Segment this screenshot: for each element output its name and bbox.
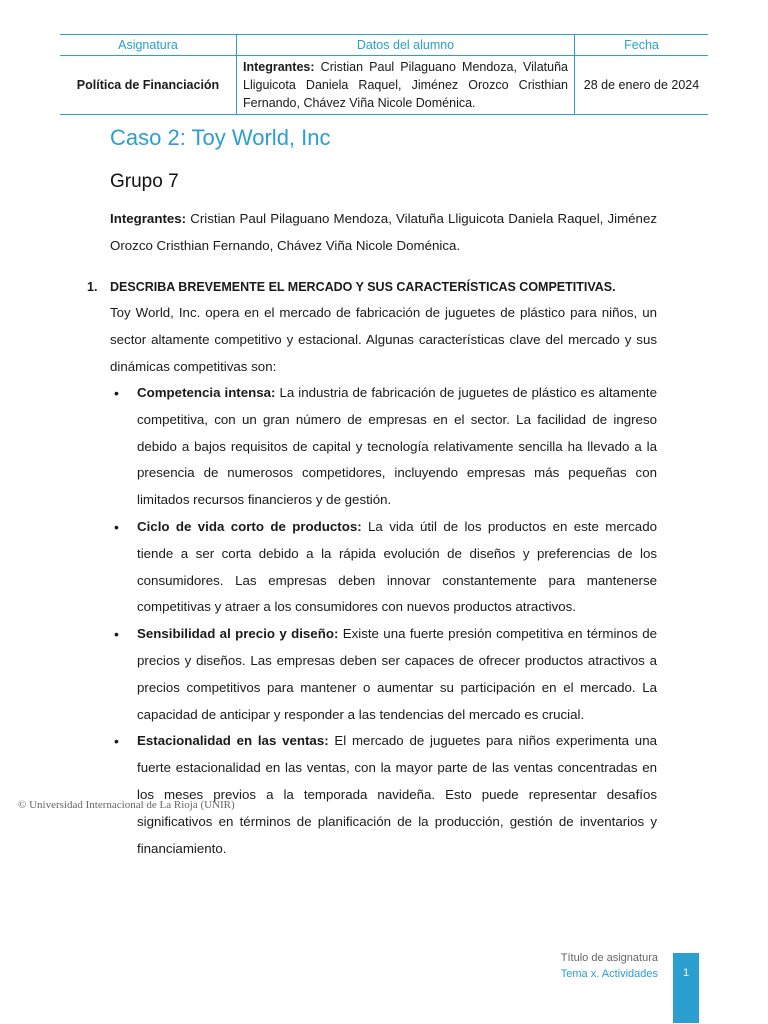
- list-item-label: Sensibilidad al precio y diseño:: [137, 626, 339, 642]
- header-student-data: [237, 56, 575, 115]
- page-number: 1: [673, 953, 699, 1023]
- list-item-text: La vida útil de los productos en este mercado tiende a ser corta debido a la rápida evolución de diseños y preferencias de los consumidores. Las empresas deben innovar constantemente para mantenerse competitivas y atraer a los consumidores con nuevos productos atractivos.: [137, 518, 657, 615]
- intro-paragraph: Toy World, Inc. opera en el mercado de fabricación de juguetes de plástico para niños, un sector altamente competitivo y estacional. Algunas características clave del mercado y sus dinámicas competitivas son:: [110, 305, 657, 374]
- list-item-text: Existe una fuerte presión competitiva en términos de precios y diseños. Las empresas deben ser capaces de ofrecer productos atractivos a precios competitivos para mantener o aumentar su participación en el mercado. La capacidad de anticipar y responder a las tendencias del mercado es crucial.: [137, 626, 657, 722]
- header-members-label: Integrantes:: [243, 60, 315, 74]
- members-label: Integrantes:: [110, 211, 187, 226]
- group-heading: Grupo 7: [110, 171, 179, 192]
- list-item-label: Ciclo de vida corto de productos:: [137, 518, 362, 534]
- list-item: [110, 728, 657, 862]
- page-title: Caso 2: Toy World, Inc: [110, 125, 331, 150]
- header-col-student: Datos del alumno: [237, 35, 575, 56]
- header-members: Cristian Paul Pilaguano Mendoza, Vilatuña Lliguicota Daniela Raquel, Jiménez Orozco Cristhian Fernando, Chávez Viña Nicole Doménica.: [243, 60, 568, 110]
- copyright-watermark: © Universidad Internacional de La Rioja (UNIR): [18, 799, 235, 811]
- members-text: Cristian Paul Pilaguano Mendoza, Vilatuña Lliguicota Daniela Raquel, Jiménez Orozco Cristhian Fernando, Chávez Viña Nicole Doménica.: [110, 211, 657, 253]
- list-item-text: El mercado de juguetes para niños experimenta una fuerte estacionalidad en las ventas, con la mayor parte de las ventas concentradas en los meses previos a la temporada navideña. Esto puede representar desafíos significativos en términos de planificación de la producción, gestión de inventarios y financiamiento.: [137, 733, 657, 856]
- footer-course-title: Título de asignatura: [560, 952, 658, 964]
- members-paragraph: [110, 205, 657, 259]
- list-item-label: Estacionalidad en las ventas:: [137, 733, 329, 749]
- question-number: 1.: [87, 280, 98, 294]
- characteristics-list: [110, 380, 657, 862]
- header-col-date: Fecha: [575, 35, 709, 56]
- header-table: [60, 34, 708, 115]
- list-item: [110, 514, 657, 621]
- question-heading: [87, 274, 667, 301]
- list-item-label: Competencia intensa:: [137, 385, 276, 400]
- header-col-subject: Asignatura: [60, 35, 237, 56]
- list-item: [110, 380, 657, 514]
- header-subject: Política de Financiación: [60, 56, 237, 115]
- question-text: DESCRIBA BREVEMENTE EL MERCADO Y SUS CARACTERÍSTICAS COMPETITIVAS.: [110, 280, 616, 294]
- list-item-text: La industria de fabricación de juguetes de plástico es altamente competitiva, con un gran número de empresas en el sector. La facilidad de ingreso debido a bajos requisitos de capital y tecnología relativamente sencilla ha llevado a la presencia de numerosos competidores, incluyendo empresas más pequeñas con limitados recursos financieros y de gestión.: [137, 385, 657, 508]
- footer-topic: Tema x. Actividades: [560, 968, 658, 980]
- list-item: [110, 621, 657, 728]
- header-date: 28 de enero de 2024: [575, 56, 709, 115]
